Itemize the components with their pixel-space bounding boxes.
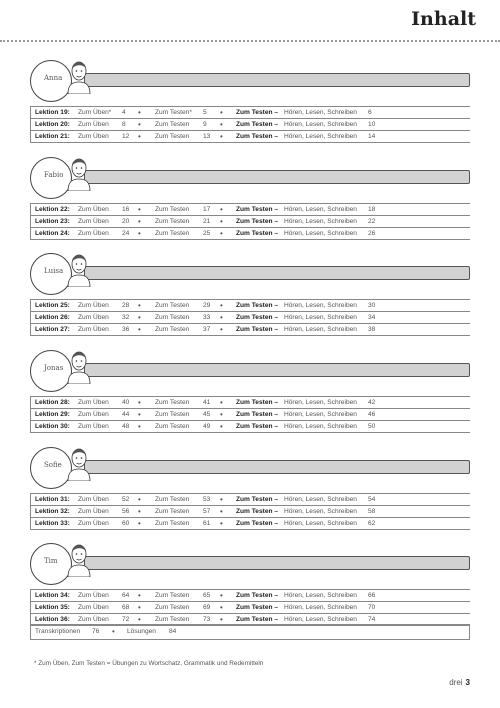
skills-test-page: 38 — [368, 326, 376, 333]
section-header-bar — [84, 266, 470, 280]
skills-list: Hören, Lesen, Schreiben — [284, 326, 357, 333]
lesson-row[interactable] — [30, 602, 470, 614]
skills-test-page: 18 — [368, 206, 376, 213]
section-header-bar — [84, 363, 470, 377]
page-title: Inhalt — [411, 8, 476, 30]
lesson-label: Lektion 24: — [35, 230, 70, 237]
skills-test-label: Zum Testen – — [236, 520, 279, 527]
zum-ueben-label: Zum Üben — [78, 592, 109, 599]
lesson-row[interactable] — [30, 518, 470, 530]
lesson-row[interactable] — [30, 299, 470, 312]
zum-testen-page: 45 — [203, 411, 211, 418]
skills-test-label: Zum Testen – — [236, 616, 279, 623]
zum-ueben-page: 72 — [122, 616, 130, 623]
transkriptionen-page: 76 — [92, 628, 100, 635]
bullet-separator: • — [220, 398, 223, 407]
bullet-separator: • — [138, 398, 141, 407]
skills-test-page: 70 — [368, 604, 376, 611]
loesungen-page: 84 — [169, 628, 177, 635]
skills-test-page: 34 — [368, 314, 376, 321]
bullet-separator: • — [220, 132, 223, 141]
portrait-illustration — [64, 151, 94, 191]
bullet-separator: • — [138, 422, 141, 431]
zum-ueben-page: 40 — [122, 399, 130, 406]
page-number — [449, 678, 470, 687]
zum-ueben-page: 56 — [122, 508, 130, 515]
skills-list: Hören, Lesen, Schreiben — [284, 592, 357, 599]
lesson-label: Lektion 33: — [35, 520, 70, 527]
bullet-separator: • — [138, 217, 141, 226]
zum-testen-label: Zum Testen — [155, 302, 190, 309]
zum-testen-label: Zum Testen — [155, 508, 190, 515]
lesson-row[interactable] — [30, 506, 470, 518]
skills-test-label: Zum Testen – — [236, 302, 279, 309]
lesson-section — [30, 60, 470, 165]
zum-ueben-page: 24 — [122, 230, 130, 237]
zum-testen-page: 33 — [203, 314, 211, 321]
lesson-section — [30, 447, 470, 552]
zum-ueben-page: 60 — [122, 520, 130, 527]
skills-list: Hören, Lesen, Schreiben — [284, 218, 357, 225]
bullet-separator: • — [220, 120, 223, 129]
bullet-separator: • — [220, 325, 223, 334]
lesson-row[interactable] — [30, 589, 470, 602]
zum-ueben-label: Zum Üben — [78, 520, 109, 527]
zum-ueben-label: Zum Üben — [78, 423, 109, 430]
skills-test-page: 46 — [368, 411, 376, 418]
lesson-row[interactable] — [30, 324, 470, 336]
skills-test-page: 74 — [368, 616, 376, 623]
character-name: Jonas — [44, 364, 64, 372]
lesson-label: Lektion 31: — [35, 496, 70, 503]
zum-ueben-page: 52 — [122, 496, 130, 503]
lesson-row[interactable] — [30, 228, 470, 240]
skills-test-page: 26 — [368, 230, 376, 237]
skills-test-label: Zum Testen – — [236, 121, 279, 128]
zum-testen-label: Zum Testen — [155, 411, 190, 418]
lesson-row[interactable] — [30, 396, 470, 409]
character-name: Fabio — [44, 171, 64, 179]
bullet-separator: • — [138, 507, 141, 516]
bullet-separator: • — [220, 591, 223, 600]
bullet-separator: • — [138, 301, 141, 310]
zum-ueben-label: Zum Üben — [78, 302, 109, 309]
transkriptionen-label: Transkriptionen — [35, 628, 81, 635]
bullet-separator: • — [138, 205, 141, 214]
zum-ueben-label: Zum Üben — [78, 399, 109, 406]
zum-testen-page: 13 — [203, 133, 211, 140]
zum-ueben-label: Zum Üben — [78, 121, 109, 128]
zum-testen-label: Zum Testen — [155, 121, 190, 128]
skills-test-page: 54 — [368, 496, 376, 503]
bullet-separator: • — [220, 217, 223, 226]
section-header-bar — [84, 460, 470, 474]
portrait-illustration — [64, 344, 94, 384]
zum-testen-label: Zum Testen — [155, 326, 190, 333]
skills-list: Hören, Lesen, Schreiben — [284, 423, 357, 430]
zum-testen-page: 41 — [203, 399, 211, 406]
bullet-separator: • — [138, 132, 141, 141]
bullet-separator: • — [138, 410, 141, 419]
lesson-label: Lektion 20: — [35, 121, 70, 128]
skills-test-page: 58 — [368, 508, 376, 515]
zum-testen-page: 21 — [203, 218, 211, 225]
zum-testen-label: Zum Testen* — [155, 109, 192, 116]
zum-ueben-label: Zum Üben — [78, 496, 109, 503]
lesson-row[interactable] — [30, 493, 470, 506]
bullet-separator: • — [138, 495, 141, 504]
section-header-bar — [84, 73, 470, 87]
zum-testen-label: Zum Testen — [155, 314, 190, 321]
lesson-row[interactable] — [30, 421, 470, 433]
lesson-label: Lektion 36: — [35, 616, 70, 623]
lesson-label: Lektion 34: — [35, 592, 70, 599]
lesson-row[interactable] — [30, 119, 470, 131]
lesson-label: Lektion 21: — [35, 133, 70, 140]
bullet-separator: • — [138, 591, 141, 600]
zum-testen-label: Zum Testen — [155, 520, 190, 527]
skills-test-label: Zum Testen – — [236, 399, 279, 406]
skills-test-label: Zum Testen – — [236, 592, 279, 599]
skills-list: Hören, Lesen, Schreiben — [284, 411, 357, 418]
loesungen-label: Lösungen — [127, 628, 156, 635]
portrait-illustration — [64, 54, 94, 94]
zum-testen-page: 37 — [203, 326, 211, 333]
zum-testen-label: Zum Testen — [155, 423, 190, 430]
zum-testen-page: 61 — [203, 520, 211, 527]
zum-testen-label: Zum Testen — [155, 206, 190, 213]
zum-ueben-label: Zum Üben — [78, 314, 109, 321]
zum-testen-page: 25 — [203, 230, 211, 237]
skills-test-page: 6 — [368, 109, 372, 116]
bullet-separator: • — [138, 519, 141, 528]
zum-ueben-page: 36 — [122, 326, 130, 333]
skills-list: Hören, Lesen, Schreiben — [284, 520, 357, 527]
skills-test-label: Zum Testen – — [236, 314, 279, 321]
lesson-rows — [30, 493, 470, 530]
skills-list: Hören, Lesen, Schreiben — [284, 109, 357, 116]
bullet-separator: • — [220, 519, 223, 528]
zum-testen-label: Zum Testen — [155, 218, 190, 225]
lesson-row[interactable] — [30, 131, 470, 143]
zum-testen-page: 17 — [203, 206, 211, 213]
lesson-rows — [30, 106, 470, 143]
lesson-row[interactable] — [30, 312, 470, 324]
lesson-row[interactable] — [30, 106, 470, 119]
zum-ueben-label: Zum Üben — [78, 508, 109, 515]
skills-test-page: 42 — [368, 399, 376, 406]
zum-testen-page: 57 — [203, 508, 211, 515]
zum-ueben-label: Zum Üben — [78, 218, 109, 225]
bullet-separator: • — [220, 422, 223, 431]
bullet-separator: • — [220, 229, 223, 238]
lesson-label: Lektion 32: — [35, 508, 70, 515]
zum-ueben-label: Zum Üben — [78, 133, 109, 140]
zum-testen-page: 5 — [203, 109, 207, 116]
skills-test-page: 10 — [368, 121, 376, 128]
skills-test-label: Zum Testen – — [236, 206, 279, 213]
page-word: drei — [449, 678, 463, 687]
skills-test-label: Zum Testen – — [236, 604, 279, 611]
portrait-illustration — [64, 537, 94, 577]
zum-testen-label: Zum Testen — [155, 230, 190, 237]
zum-ueben-label: Zum Üben — [78, 604, 109, 611]
bullet-separator: • — [220, 410, 223, 419]
lesson-label: Lektion 30: — [35, 423, 70, 430]
dotted-divider — [0, 40, 500, 42]
skills-list: Hören, Lesen, Schreiben — [284, 508, 357, 515]
section-header-bar — [84, 556, 470, 570]
lesson-section — [30, 350, 470, 455]
skills-test-page: 22 — [368, 218, 376, 225]
skills-list: Hören, Lesen, Schreiben — [284, 302, 357, 309]
character-name: Tim — [44, 557, 58, 565]
character-name: Luisa — [44, 267, 64, 275]
page-number-value: 3 — [465, 678, 470, 687]
lesson-section — [30, 157, 470, 262]
skills-test-page: 50 — [368, 423, 376, 430]
lesson-label: Lektion 22: — [35, 206, 70, 213]
bullet-separator: • — [138, 325, 141, 334]
skills-list: Hören, Lesen, Schreiben — [284, 399, 357, 406]
zum-testen-label: Zum Testen — [155, 616, 190, 623]
zum-ueben-page: 64 — [122, 592, 130, 599]
skills-test-label: Zum Testen – — [236, 109, 279, 116]
lesson-section — [30, 253, 470, 358]
skills-list: Hören, Lesen, Schreiben — [284, 314, 357, 321]
zum-testen-page: 29 — [203, 302, 211, 309]
skills-list: Hören, Lesen, Schreiben — [284, 206, 357, 213]
bullet-separator: • — [138, 229, 141, 238]
zum-ueben-page: 4 — [122, 109, 126, 116]
skills-test-label: Zum Testen – — [236, 230, 279, 237]
character-name: Anna — [44, 74, 63, 82]
bullet-separator: • — [138, 615, 141, 624]
bullet-separator: • — [112, 627, 115, 636]
skills-test-label: Zum Testen – — [236, 326, 279, 333]
bullet-separator: • — [220, 507, 223, 516]
zum-ueben-label: Zum Üben — [78, 616, 109, 623]
zum-ueben-label: Zum Üben — [78, 411, 109, 418]
footnote: * Zum Üben, Zum Testen = Übungen zu Wortschatz, Grammatik und Redemitteln — [34, 660, 264, 667]
zum-ueben-page: 32 — [122, 314, 130, 321]
lesson-rows — [30, 299, 470, 336]
zum-ueben-label: Zum Üben — [78, 206, 109, 213]
bullet-separator: • — [220, 313, 223, 322]
zum-testen-page: 9 — [203, 121, 207, 128]
lesson-rows — [30, 396, 470, 433]
skills-test-label: Zum Testen – — [236, 218, 279, 225]
zum-testen-label: Zum Testen — [155, 133, 190, 140]
zum-testen-page: 69 — [203, 604, 211, 611]
skills-list: Hören, Lesen, Schreiben — [284, 121, 357, 128]
skills-test-page: 66 — [368, 592, 376, 599]
bullet-separator: • — [138, 120, 141, 129]
lesson-rows — [30, 203, 470, 240]
skills-test-label: Zum Testen – — [236, 411, 279, 418]
appendix-row[interactable] — [30, 624, 470, 640]
lesson-label: Lektion 26: — [35, 314, 70, 321]
lesson-row[interactable] — [30, 409, 470, 421]
skills-list: Hören, Lesen, Schreiben — [284, 616, 357, 623]
zum-testen-page: 65 — [203, 592, 211, 599]
zum-ueben-label: Zum Üben — [78, 230, 109, 237]
bullet-separator: • — [220, 205, 223, 214]
skills-list: Hören, Lesen, Schreiben — [284, 604, 357, 611]
zum-ueben-page: 12 — [122, 133, 130, 140]
skills-list: Hören, Lesen, Schreiben — [284, 230, 357, 237]
bullet-separator: • — [220, 495, 223, 504]
zum-ueben-page: 48 — [122, 423, 130, 430]
bullet-separator: • — [138, 108, 141, 117]
zum-ueben-page: 44 — [122, 411, 130, 418]
portrait-illustration — [64, 441, 94, 481]
zum-ueben-page: 68 — [122, 604, 130, 611]
lesson-row[interactable] — [30, 203, 470, 216]
zum-testen-label: Zum Testen — [155, 399, 190, 406]
zum-ueben-page: 20 — [122, 218, 130, 225]
skills-test-page: 30 — [368, 302, 376, 309]
lesson-row[interactable] — [30, 216, 470, 228]
lesson-label: Lektion 23: — [35, 218, 70, 225]
lesson-label: Lektion 25: — [35, 302, 70, 309]
portrait-illustration — [64, 247, 94, 287]
skills-test-label: Zum Testen – — [236, 496, 279, 503]
bullet-separator: • — [220, 301, 223, 310]
skills-test-label: Zum Testen – — [236, 508, 279, 515]
character-name: Sofie — [44, 461, 62, 469]
lesson-rows — [30, 589, 470, 626]
zum-testen-label: Zum Testen — [155, 604, 190, 611]
lesson-label: Lektion 35: — [35, 604, 70, 611]
skills-test-label: Zum Testen – — [236, 423, 279, 430]
zum-testen-label: Zum Testen — [155, 496, 190, 503]
skills-list: Hören, Lesen, Schreiben — [284, 133, 357, 140]
skills-test-page: 62 — [368, 520, 376, 527]
zum-ueben-page: 8 — [122, 121, 126, 128]
bullet-separator: • — [138, 603, 141, 612]
skills-list: Hören, Lesen, Schreiben — [284, 496, 357, 503]
bullet-separator: • — [138, 313, 141, 322]
zum-ueben-label: Zum Üben — [78, 326, 109, 333]
lesson-label: Lektion 19: — [35, 109, 70, 116]
zum-testen-page: 49 — [203, 423, 211, 430]
zum-ueben-page: 16 — [122, 206, 130, 213]
skills-test-page: 14 — [368, 133, 376, 140]
zum-ueben-label: Zum Üben* — [78, 109, 112, 116]
zum-testen-page: 73 — [203, 616, 211, 623]
lesson-label: Lektion 28: — [35, 399, 70, 406]
bullet-separator: • — [220, 615, 223, 624]
section-header-bar — [84, 170, 470, 184]
skills-test-label: Zum Testen – — [236, 133, 279, 140]
bullet-separator: • — [220, 603, 223, 612]
bullet-separator: • — [220, 108, 223, 117]
lesson-label: Lektion 29: — [35, 411, 70, 418]
zum-testen-label: Zum Testen — [155, 592, 190, 599]
zum-testen-page: 53 — [203, 496, 211, 503]
lesson-label: Lektion 27: — [35, 326, 70, 333]
zum-ueben-page: 28 — [122, 302, 130, 309]
